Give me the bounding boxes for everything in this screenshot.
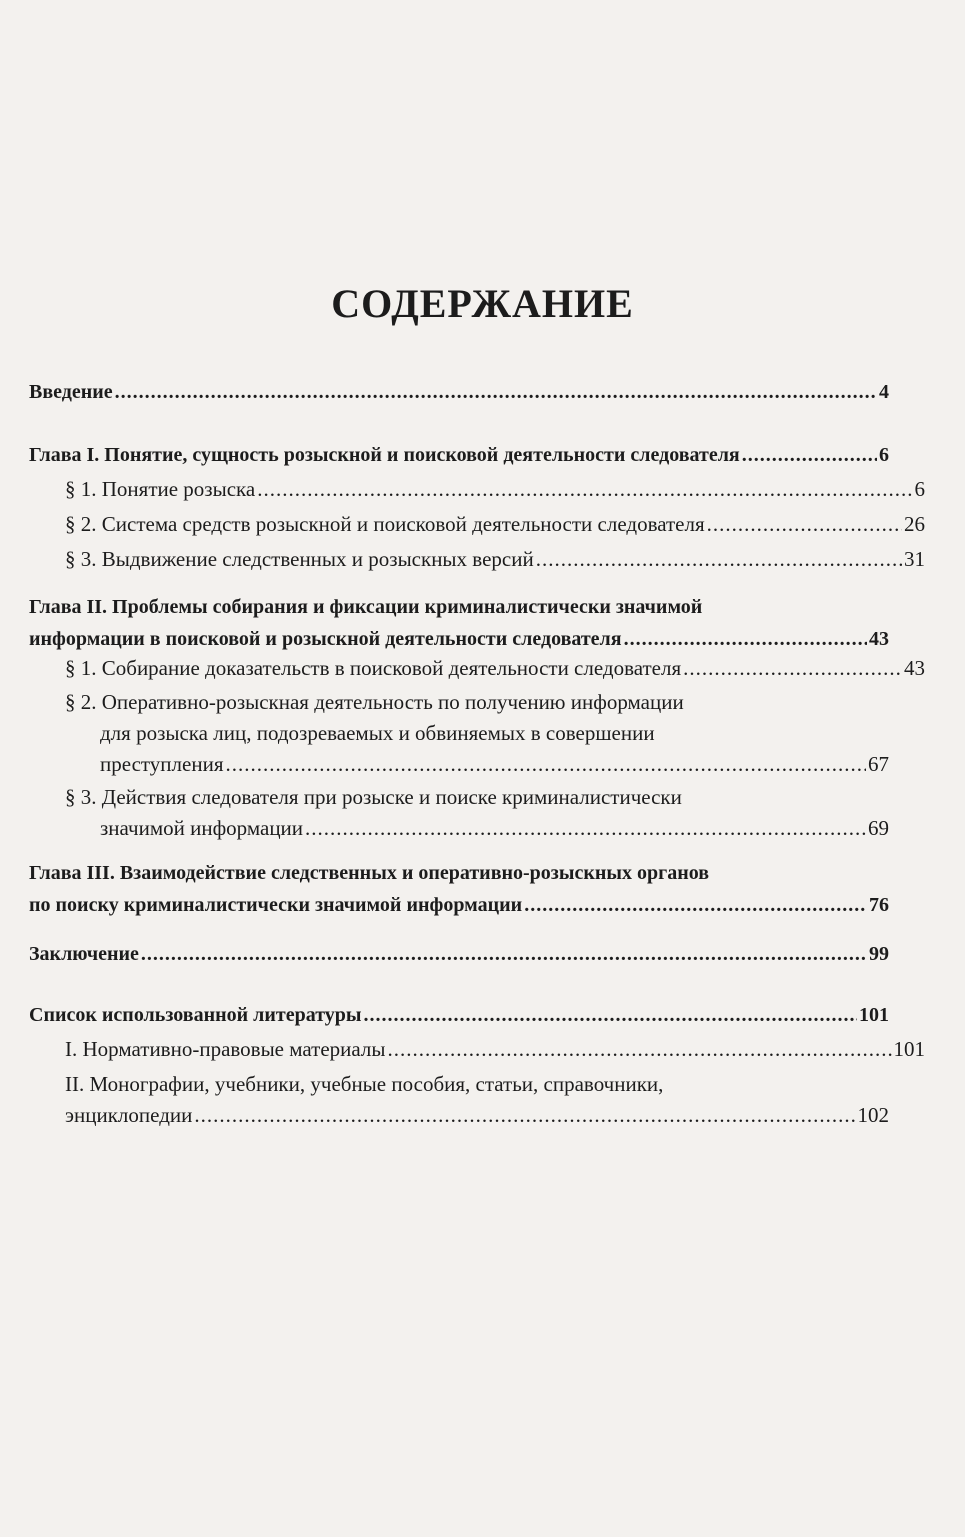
toc-page-number: 76 xyxy=(869,894,889,916)
toc-entry-text: II. Монографии, учебники, учебные пособия, статьи, справочники, xyxy=(65,1072,664,1096)
toc-entry-conclusion xyxy=(29,940,889,968)
toc-entry-text: Введение xyxy=(29,381,113,403)
toc-entry-text: значимой информации xyxy=(100,816,304,840)
page-title: СОДЕРЖАНИЕ xyxy=(331,281,634,326)
toc-page-number: 101 xyxy=(859,1004,889,1026)
toc-entry-chapter-1 xyxy=(29,441,889,469)
toc-entry-text: по поиску криминалистически значимой информации xyxy=(29,894,523,916)
toc-entry-ch2-section-2 xyxy=(29,688,889,778)
leader-dots xyxy=(257,475,912,503)
toc-page-number: 4 xyxy=(879,381,889,403)
toc-page-number: 102 xyxy=(857,1103,889,1127)
leader-dots xyxy=(707,510,902,538)
toc-entry-text: энциклопедии xyxy=(65,1103,193,1127)
leader-dots xyxy=(524,891,867,919)
toc-page-number: 43 xyxy=(904,656,925,680)
leader-dots xyxy=(305,814,866,842)
leader-dots xyxy=(388,1035,892,1063)
toc-entry-ch1-section-2 xyxy=(29,510,925,538)
toc-entry-text: информации в поисковой и розыскной деятельности следователя xyxy=(29,628,622,650)
toc-page-number: 26 xyxy=(904,512,925,536)
toc-entry-literature-2 xyxy=(29,1070,889,1129)
toc-entry-text: § 2. Оперативно-розыскная деятельность по получению информации xyxy=(65,690,684,714)
leader-dots xyxy=(683,654,902,682)
toc-entry-text: преступления xyxy=(100,752,224,776)
toc-entry-text: § 1. Собирание доказательств в поисковой деятельности следователя xyxy=(65,656,682,680)
toc-entry-ch1-section-1 xyxy=(29,475,925,503)
toc-entry-text: § 2. Система средств розыскной и поисковой деятельности следователя xyxy=(65,512,705,536)
leader-dots xyxy=(742,441,877,469)
toc-entry-text: Глава II. Проблемы собирания и фиксации криминалистически значимой xyxy=(29,596,703,618)
toc-page-number: 99 xyxy=(869,943,889,965)
toc-entry-ch2-section-1 xyxy=(29,654,925,682)
leader-dots xyxy=(225,750,866,778)
toc-entry-text: § 3. Выдвижение следственных и розыскных версий xyxy=(65,547,534,571)
toc-entry-text: для розыска лиц, подозреваемых и обвиняемых в совершении xyxy=(100,721,655,745)
toc-page-number: 6 xyxy=(914,477,925,501)
toc-entry-text: § 1. Понятие розыска xyxy=(65,477,256,501)
toc-entry-ch2-section-3 xyxy=(29,783,889,842)
toc-entry-intro xyxy=(29,378,889,406)
leader-dots xyxy=(194,1101,855,1129)
toc-page-number: 6 xyxy=(879,444,889,466)
toc-entry-text: Глава III. Взаимодействие следственных и оперативно-розыскных органов xyxy=(29,862,710,884)
toc-entry-chapter-2 xyxy=(29,593,889,653)
toc-entry-text: Глава I. Понятие, сущность розыскной и поисковой деятельности следователя xyxy=(29,444,740,466)
toc-entry-text: Заключение xyxy=(29,943,139,965)
leader-dots xyxy=(141,940,867,968)
toc-entry-chapter-3 xyxy=(29,859,889,919)
toc-entry-literature xyxy=(29,1001,889,1029)
toc-page-number: 101 xyxy=(893,1037,925,1061)
leader-dots xyxy=(536,545,902,573)
leader-dots xyxy=(364,1001,858,1029)
leader-dots xyxy=(624,625,867,653)
toc-page-number: 31 xyxy=(904,547,925,571)
toc-entry-text: I. Нормативно-правовые материалы xyxy=(65,1037,386,1061)
toc-entry-ch1-section-3 xyxy=(29,545,925,573)
leader-dots xyxy=(115,378,877,406)
toc-page-number: 69 xyxy=(868,816,889,840)
toc-entry-text: Список использованной литературы xyxy=(29,1004,362,1026)
toc-entry-text: § 3. Действия следователя при розыске и поиске криминалистически xyxy=(65,785,682,809)
toc-page-number: 67 xyxy=(868,752,889,776)
toc-page-number: 43 xyxy=(869,628,889,650)
toc-entry-literature-1 xyxy=(29,1035,925,1063)
